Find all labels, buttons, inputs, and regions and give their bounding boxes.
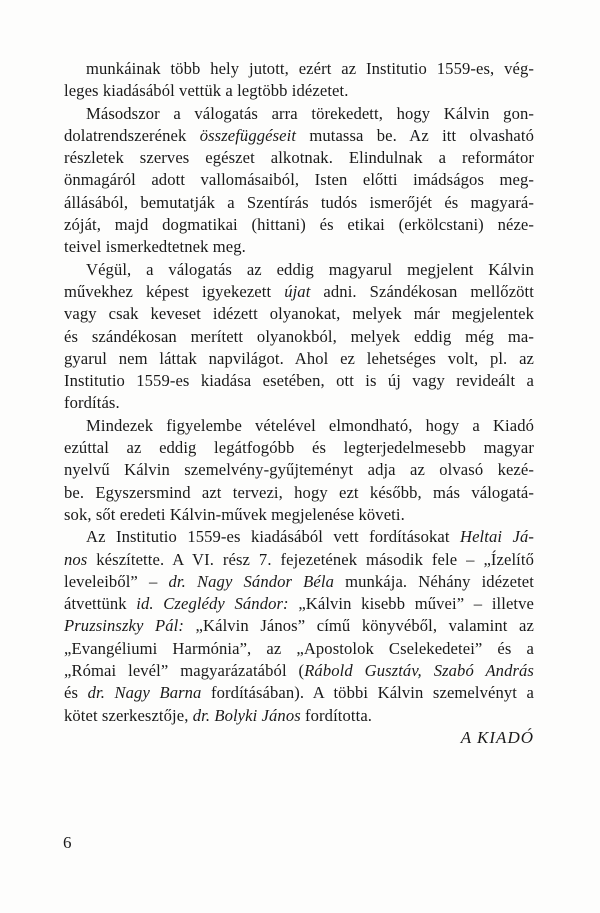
text-run: munkáinak több hely jutott, ezért az Institutio 1559-es, vég- — [86, 59, 534, 78]
text-run: állásából, bemutatják a Szentírás tudós ismerőjét és magyará- — [64, 192, 534, 212]
body-text — [64, 58, 534, 727]
text-run: kötet szerkesztője, — [64, 705, 193, 725]
text-run: készítette. A VI. rész 7. fejezetének második fele – „Ízelítő — [87, 549, 534, 569]
italic-text: újat — [284, 281, 311, 301]
text-run: Másodszor a válogatás arra törekedett, hogy Kálvin gon- — [86, 103, 534, 123]
text-line — [64, 281, 534, 303]
text-line — [64, 593, 534, 615]
text-run: részletek szerves egészet alkotnak. Elindulnak a reformátor — [64, 148, 534, 168]
italic-text: Pruzsinszky Pál: — [64, 616, 184, 636]
italic-text: dr. Nagy Sándor Béla — [168, 571, 334, 591]
text-line — [64, 214, 534, 236]
text-line — [64, 504, 534, 526]
text-line — [64, 437, 534, 459]
text-run: leveleiből” – — [64, 571, 169, 591]
italic-text: nos — [64, 549, 88, 569]
text-line — [64, 348, 534, 370]
text-run: és — [64, 683, 88, 703]
text-run: adni. Szándékosan mellőzött — [310, 281, 534, 301]
italic-text: dr. Nagy Barna — [87, 683, 202, 703]
page-number: 6 — [63, 833, 72, 852]
text-line — [64, 58, 534, 80]
text-run: mutassa be. Az itt olvasható — [296, 125, 534, 145]
text-run: átvettünk — [64, 594, 137, 614]
text-run: zóját, majd dogmatikai (hittani) és etikai (erkölcstani) néze- — [64, 215, 534, 235]
text-line — [64, 415, 534, 437]
text-run: Institutio 1559-es kiadása esetében, ott is új vagy revideált a — [64, 371, 534, 391]
text-line — [64, 259, 534, 281]
text-line — [64, 147, 534, 169]
italic-text: összefüggéseit — [199, 125, 297, 145]
text-line — [64, 103, 534, 125]
text-line — [64, 392, 534, 414]
italic-text: dr. Bolyki János — [192, 705, 301, 725]
text-line — [64, 682, 534, 704]
text-line — [64, 370, 534, 392]
paragraph — [64, 526, 534, 727]
text-run: „Evangéliumi Harmónia”, az „Apostolok Cselekedetei” és a — [64, 638, 534, 658]
text-line — [64, 125, 534, 147]
italic-text: Heltai Já- — [460, 527, 534, 547]
italic-text: Rábold Gusztáv, Szabó András — [304, 661, 534, 681]
paragraph — [64, 58, 534, 103]
text-run: „Kálvin kisebb művei” – illetve — [288, 594, 534, 614]
text-run: sok, sőt eredeti Kálvin-művek megjelenése követi. — [64, 504, 405, 524]
text-run: dolatrendszerének — [64, 125, 200, 145]
text-run: Mindezek figyelembe vételével elmondható, hogy a Kiadó — [86, 415, 534, 435]
text-line — [64, 615, 534, 637]
text-run: teivel ismerkedtetnek meg. — [64, 237, 246, 257]
text-line — [64, 303, 534, 325]
text-line — [64, 236, 534, 258]
text-run: önmagáról adott vallomásaiból, Isten előtti imádságos meg- — [64, 170, 534, 190]
text-line — [64, 705, 534, 727]
text-run: vagy csak keveset idézett olyanokat, melyek már megjelentek — [64, 304, 534, 324]
text-line — [64, 660, 534, 682]
text-line — [64, 638, 534, 660]
text-run: ezúttal az eddig legátfogóbb és legterjedelmesebb magyar — [64, 438, 534, 458]
text-line — [64, 549, 534, 571]
paragraph — [64, 103, 534, 259]
text-run: művekhez képest igyekezett — [64, 281, 285, 301]
text-run: „Római levél” magyarázatából ( — [64, 661, 305, 681]
text-line — [64, 326, 534, 348]
paragraph — [64, 415, 534, 526]
text-run: nyelvű Kálvin szemelvény-gyűjteményt adja az olvasó kezé- — [64, 460, 534, 480]
text-line — [64, 482, 534, 504]
text-line — [64, 571, 534, 593]
italic-text: id. Czeglédy Sándor: — [136, 594, 289, 614]
text-run: fordította. — [300, 705, 373, 725]
text-line — [64, 459, 534, 481]
text-run: fordításában). A többi Kálvin szemelvényt a — [201, 683, 534, 703]
text-run: Végül, a válogatás az eddig magyarul megjelent Kálvin — [86, 259, 534, 279]
text-line — [64, 80, 534, 102]
text-run: munkája. Néhány idézetet — [333, 571, 534, 591]
text-line — [64, 169, 534, 191]
text-run: és szándékosan merített olyanokból, melyek eddig még ma- — [64, 326, 534, 346]
paragraph — [64, 259, 534, 415]
text-run: Az Institutio 1559-es kiadásából vett fordításokat — [86, 527, 460, 547]
publisher-signature: A KIADÓ — [460, 728, 534, 747]
text-run: be. Egyszersmind azt tervezi, hogy ezt később, más válogatá- — [64, 482, 534, 502]
text-run: gyarul nem láttak napvilágot. Ahol ez lehetséges volt, pl. az — [64, 348, 534, 368]
text-run: fordítás. — [64, 393, 120, 413]
text-line — [64, 192, 534, 214]
text-run: leges kiadásából vettük a legtöbb idézetet. — [64, 81, 349, 101]
text-run: „Kálvin János” című könyvéből, valamint az — [184, 616, 534, 636]
text-line — [64, 526, 534, 548]
